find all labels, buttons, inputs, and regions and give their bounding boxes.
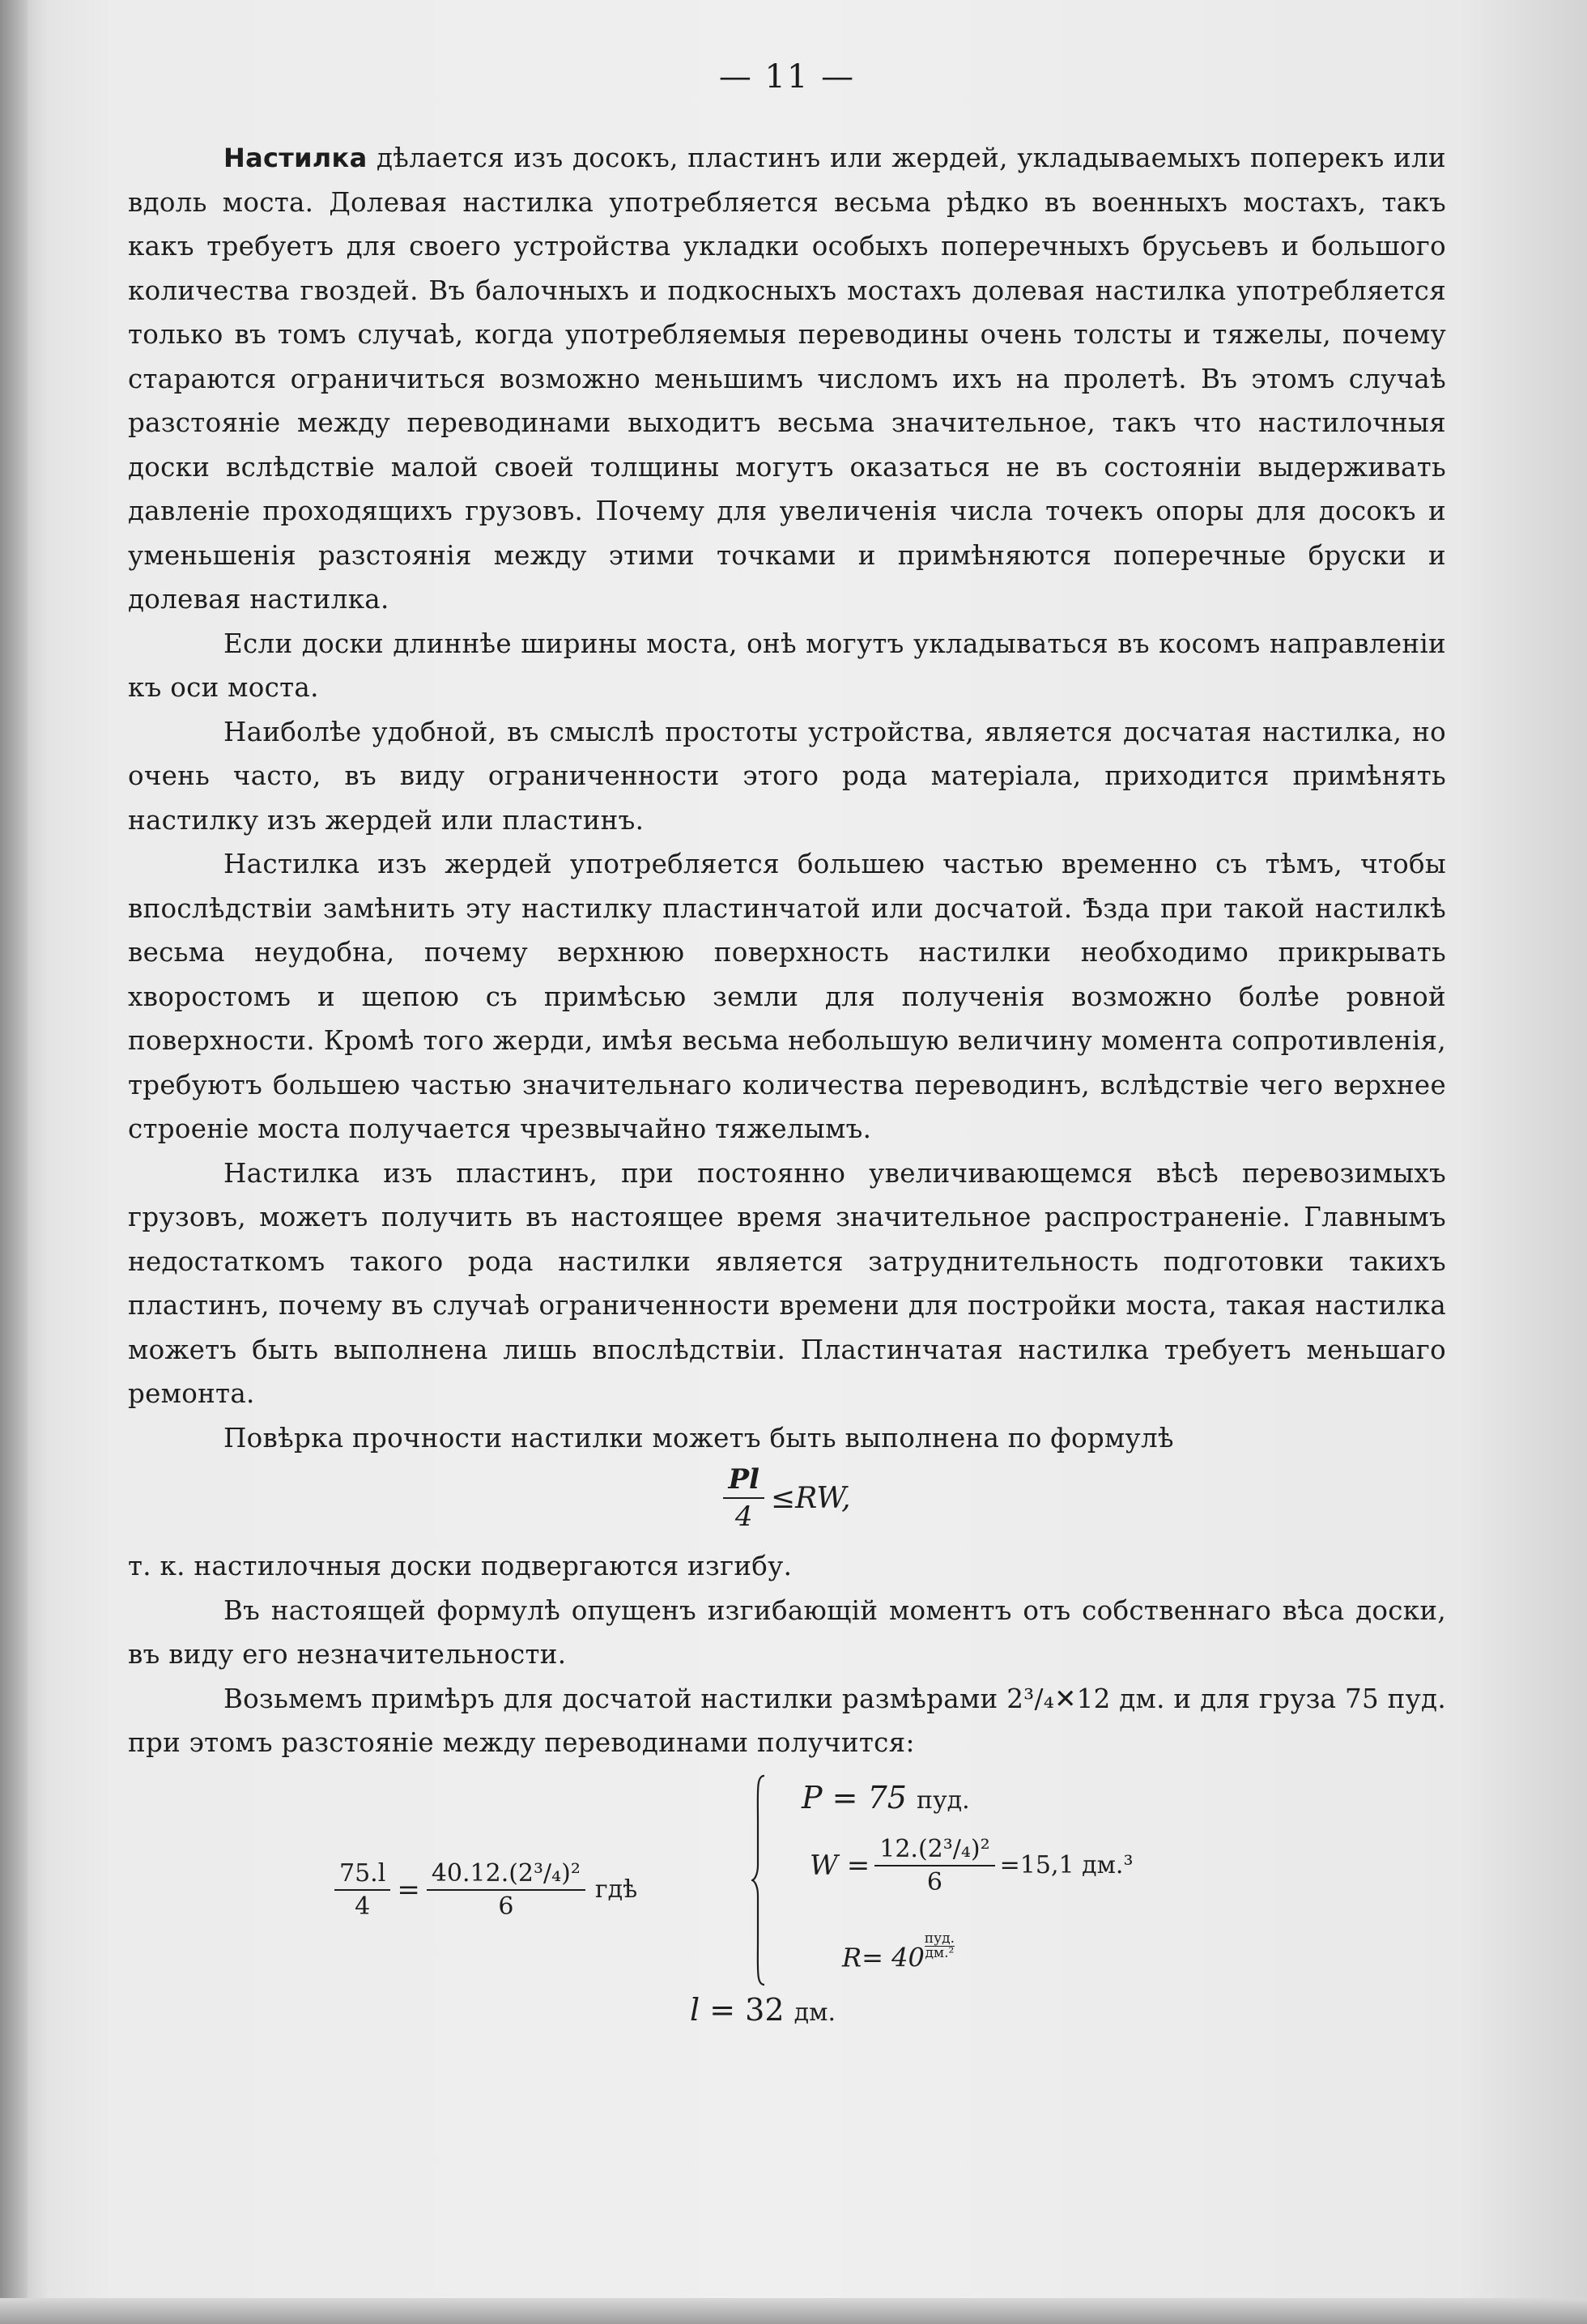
condition-resistance xyxy=(842,1932,955,1973)
paragraph-1 xyxy=(128,136,1446,622)
paragraph-8: Въ настоящей формулѣ опущенъ изгибающій моментъ отъ собственнаго вѣса доски, въ виду его незначительности. xyxy=(128,1594,1446,1670)
page-number: — 11 — xyxy=(718,58,856,96)
condition-moment-numerator: 12.(2³/₄)² xyxy=(874,1835,994,1866)
formula-fraction xyxy=(723,1463,764,1533)
condition-resistance-unit: пуд. дм.² xyxy=(924,1930,955,1961)
example-left-fraction xyxy=(334,1859,390,1921)
example-right-numerator: 40.12.(2³/₄)² xyxy=(427,1859,585,1891)
condition-moment-value: =15,1 дм.³ xyxy=(999,1851,1134,1879)
result-unit: дм. xyxy=(794,1998,836,2027)
paragraph-3: Наиболѣе удобной, въ смыслѣ простоты устройства, является досчатая настилка, но очень часто, въ виду ограниченности этого рода матеріала, приходится примѣнять настилку изъ жердей или пластинъ. xyxy=(128,716,1446,836)
example-right-fraction xyxy=(427,1859,585,1921)
page-left-edge xyxy=(0,0,28,2324)
paragraph-4: Настилка изъ жердей употребляется большею частью временно съ тѣмъ, чтобы впослѣдствіи замѣнить эту настилку пластинчатой или досчатой. Ѣзда при такой настилкѣ весьма неудобна, почему верхнюю поверхность настилки необходимо прикрывать хворостомъ и щепою съ примѣсью земли для полученія возможно болѣе ровной поверхности. Кромѣ того жерди, имѣя весьма небольшую величину момента сопротивленія, требуютъ большею частью значительнаго количества переводинъ, вслѣдствіе чего верхнее строеніе моста получается чрезвычайно тяжелымъ. xyxy=(128,849,1446,1144)
condition-moment-label: W = xyxy=(810,1849,870,1882)
paragraph-9: Возьмемъ примѣръ для досчатой настилки размѣрами 2³/₄✕12 дм. и для груза 75 пуд. при этомъ разстояніе между переводинами получится: xyxy=(128,1683,1446,1758)
result-variable: l xyxy=(690,1991,700,2028)
paragraph-lead-term: Настилка xyxy=(223,143,368,173)
condition-moment-denominator: 6 xyxy=(926,1867,942,1896)
example-left-denominator: 4 xyxy=(355,1892,371,1921)
example-result xyxy=(79,1992,1446,2028)
condition-load-unit: пуд. xyxy=(917,1786,970,1815)
formula-numerator: Pl xyxy=(723,1463,764,1499)
paragraph-1-text: дѣлается изъ досокъ, пластинъ или жердей, укладываемыхъ поперекъ или вдоль моста. Долевая настилка употребляется весьма рѣдко въ военныхъ мостахъ, такъ какъ требуетъ для своего устройства укладки особыхъ поперечныхъ брусьевъ и большого количества гвоздей. Въ балочныхъ и подкосныхъ мостахъ долевая настилка употребляется только въ томъ случаѣ, когда употребляемыя переводины очень толсты и тяжелы, почему стараются ограничиться возможно меньшимъ числомъ ихъ на пролетѣ. Въ этомъ случаѣ разстояніе между переводинами выходитъ весьма значительное, такъ что настилочныя доски вслѣдствіе малой своей толщины могутъ оказаться не въ состояніи выдерживать давленіе проходящихъ грузовъ. Почему для увеличенія числа точекъ опоры для досокъ и уменьшенія разстоянія между этими точками и примѣняются поперечные бруски и долевая настилка. xyxy=(128,143,1446,615)
paragraph-7: т. к. настилочныя доски подвергаются изгибу. xyxy=(128,1551,793,1581)
page-bottom-edge xyxy=(0,2298,1587,2324)
paragraph-6: Повѣрка прочности настилки можетъ быть выполнена по формулѣ xyxy=(223,1422,1174,1454)
example-equation xyxy=(334,1859,637,1921)
condition-resistance-value: R= 40 xyxy=(842,1942,925,1973)
formula-denominator: 4 xyxy=(734,1500,753,1533)
worked-example xyxy=(128,1770,1446,1989)
example-left-numerator: 75.l xyxy=(334,1859,390,1891)
condition-load: P = 75 пуд. xyxy=(802,1779,970,1815)
page-content xyxy=(128,57,1446,2028)
where-word: гдѣ xyxy=(594,1875,638,1904)
paragraph-5: Настилка изъ пластинъ, при постоянно увеличивающемся вѣсѣ перевозимыхъ грузовъ, можетъ получить въ настоящее время значительное распространеніе. Главнымъ недостаткомъ такого рода настилки является затруднительность подготовки такихъ пластинъ, почему въ случаѣ ограниченности времени для постройки моста, такая настилка можетъ быть выполнена лишь впослѣдствіи. Пластинчатая настилка требуетъ меньшаго ремонта. xyxy=(128,1157,1446,1409)
paragraph-2: Если доски длиннѣе ширины моста, онѣ могутъ укладываться въ косомъ направленіи къ оси моста. xyxy=(128,628,1446,703)
condition-moment xyxy=(810,1835,1134,1896)
strength-formula xyxy=(128,1463,1446,1544)
result-value: = 32 xyxy=(709,1991,785,2028)
condition-moment-fraction xyxy=(874,1835,994,1896)
curly-brace-icon xyxy=(751,1774,766,1986)
equals-sign: = xyxy=(397,1873,420,1906)
formula-relation: ≤RW, xyxy=(770,1481,851,1515)
example-right-denominator: 6 xyxy=(498,1892,514,1921)
